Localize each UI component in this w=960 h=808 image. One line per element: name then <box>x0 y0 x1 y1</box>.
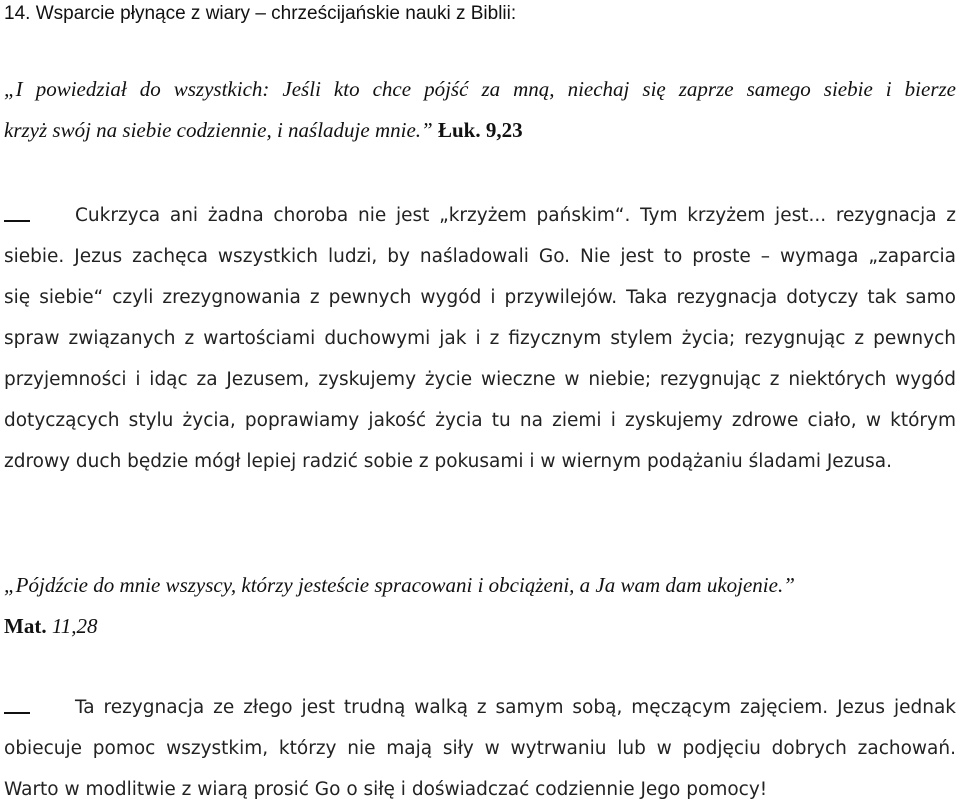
para1-line1: Cukrzyca ani żadna choroba nie jest „krzyżem pańskim“. Tym krzyżem jest... rezygnacja z <box>75 205 956 226</box>
quote2-line1: „Pójdźcie do mnie wszyscy, którzy jesteście spracowani i obciążeni, a Ja wam dam ukojenie.” <box>4 573 795 597</box>
para1-line4: spraw związanych z wartościami duchowymi jak i z fizycznym stylem życia; rezygnując z pewnych <box>4 328 956 349</box>
quote1-reference-verse: 9,23 <box>480 118 523 142</box>
quote1-text: krzyż swój na siebie codziennie, i naśladuje mnie.” <box>4 118 438 142</box>
para2-line2: obiecuje pomoc wszystkim, którzy nie mają siły w wytrwaniu lub w podjęciu dobrych zachowań. <box>4 738 956 759</box>
quote2-reference-verse: 11,28 <box>46 614 98 638</box>
para1-line2: siebie. Jezus zachęca wszystkich ludzi, by naśladowali Go. Nie jest to proste – wymaga „zaparcia <box>4 246 956 267</box>
dash-bullet-2 <box>4 712 30 714</box>
quote1-reference-book: Łuk. <box>437 118 481 142</box>
quote1-line2 <box>4 118 523 143</box>
quote2-reference-book: Mat. <box>4 614 47 638</box>
para1-line7: zdrowy duch będzie mógł lepiej radzić sobie z pokusami i w wiernym podążaniu śladami Jezusa. <box>4 451 892 472</box>
dash-bullet-1 <box>4 220 30 222</box>
para2-line1: Ta rezygnacja ze złego jest trudną walką z samym sobą, męczącym zajęciem. Jezus jednak <box>75 697 956 718</box>
para1-line5: przyjemności i idąc za Jezusem, zyskujemy życie wieczne w niebie; rezygnując z niektórych wygód <box>4 369 956 390</box>
para2-line3: Warto w modlitwie z wiarą prosić Go o siłę i doświadczać codziennie Jego pomocy! <box>4 779 768 800</box>
para1-line3: się siebie“ czyli zrezygnowania z pewnych wygód i przywilejów. Taka rezygnacja dotyczy tak samo <box>4 287 956 308</box>
para1-line6: dotyczących stylu życia, poprawiamy jakość życia tu na ziemi i zyskujemy zdrowe ciało, w którym <box>4 410 956 431</box>
quote1-line1: „I powiedział do wszystkich: Jeśli kto chce pójść za mną, niechaj się zaprze samego siebie i bierze <box>4 77 956 101</box>
quote2-reference <box>4 614 98 639</box>
section-title: 14. Wsparcie płynące z wiary – chrześcijańskie nauki z Biblii: <box>4 3 517 24</box>
